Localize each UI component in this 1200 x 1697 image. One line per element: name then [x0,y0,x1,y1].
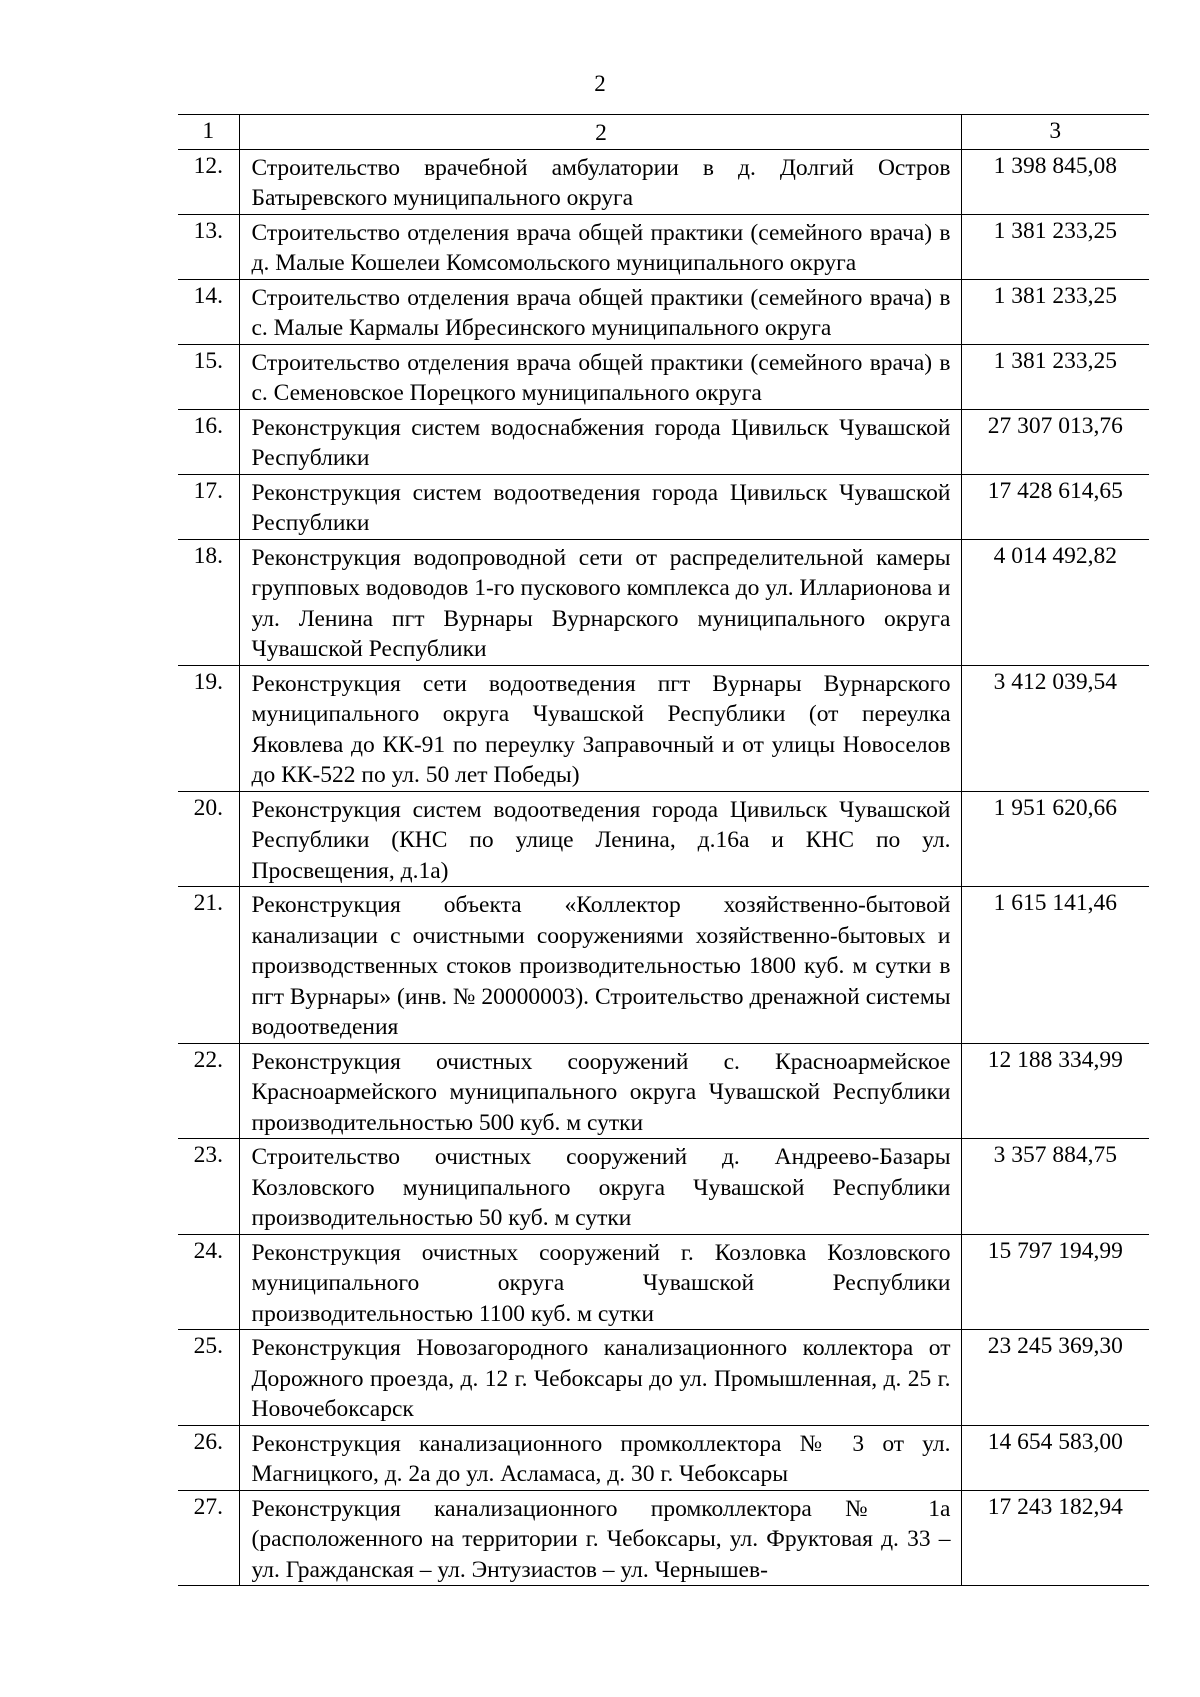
row-number: 17. [178,474,239,539]
row-amount: 1 381 233,25 [961,344,1149,409]
header-col-1: 1 [178,115,239,150]
page-number: 2 [594,71,606,96]
row-amount: 17 428 614,65 [961,474,1149,539]
table-body [178,149,1149,1586]
table-row [178,791,1149,887]
table-row [178,409,1149,474]
row-number: 15. [178,344,239,409]
row-description: Реконструкция Новозагородного канализационного коллектора от Дорожного проезда, д. 12 г. Чебоксары до ул. Промышленная, д. 25 г. Новочебоксарск [239,1330,961,1426]
table-row [178,474,1149,539]
row-description: Реконструкция очистных сооружений г. Козловка Козловского муниципального округа Чувашской Республики производительностью 1100 куб. м сутки [239,1234,961,1330]
row-amount: 15 797 194,99 [961,1234,1149,1330]
row-description: Строительство отделения врача общей практики (семейного врача) в д. Малые Кошелеи Комсомольского муниципального округа [239,214,961,279]
row-number: 23. [178,1139,239,1235]
table-row [178,344,1149,409]
header-col-2: 2 [239,115,961,150]
row-amount: 3 357 884,75 [961,1139,1149,1235]
row-amount: 17 243 182,94 [961,1490,1149,1586]
row-number: 19. [178,665,239,791]
table-row [178,214,1149,279]
row-number: 14. [178,279,239,344]
row-description: Реконструкция очистных сооружений с. Красноармейское Красноармейского муниципального округа Чувашской Республики производительностью 500 куб. м сутки [239,1043,961,1139]
row-amount: 23 245 369,30 [961,1330,1149,1426]
row-amount: 1 381 233,25 [961,279,1149,344]
row-description: Строительство отделения врача общей практики (семейного врача) в с. Семеновское Порецкого муниципального округа [239,344,961,409]
row-number: 21. [178,887,239,1044]
table-row [178,665,1149,791]
table-row [178,539,1149,665]
table-row [178,1043,1149,1139]
row-description: Реконструкция систем водоотведения города Цивильск Чувашской Республики (КНС по улице Ленина, д.16а и КНС по ул. Просвещения, д.1а) [239,791,961,887]
row-number: 25. [178,1330,239,1426]
row-number: 26. [178,1425,239,1490]
row-description: Реконструкция сети водоотведения пгт Вурнары Вурнарского муниципального округа Чувашской Республики (от переулка Яковлева до КК-91 по переулку Заправочный и от улицы Новоселов до КК-522 по ул. 50 лет Победы) [239,665,961,791]
table-row [178,1490,1149,1586]
row-number: 16. [178,409,239,474]
row-amount: 1 381 233,25 [961,214,1149,279]
row-description: Строительство отделения врача общей практики (семейного врача) в с. Малые Кармалы Ибресинского муниципального округа [239,279,961,344]
row-description: Реконструкция канализационного промколлектора № 1а (расположенного на территории г. Чебоксары, ул. Фруктовая д. 33 – ул. Гражданская – ул. Энтузиастов – ул. Чернышев- [239,1490,961,1586]
table-header [178,115,1149,150]
table-row [178,1139,1149,1235]
row-amount: 1 615 141,46 [961,887,1149,1044]
row-amount: 12 188 334,99 [961,1043,1149,1139]
row-number: 27. [178,1490,239,1586]
row-amount: 1 951 620,66 [961,791,1149,887]
row-description: Строительство врачебной амбулатории в д. Долгий Остров Батыревского муниципального округа [239,149,961,214]
row-number: 13. [178,214,239,279]
table-row [178,1330,1149,1426]
row-description: Реконструкция систем водоотведения города Цивильск Чувашской Республики [239,474,961,539]
table-row [178,149,1149,214]
row-amount: 27 307 013,76 [961,409,1149,474]
row-amount: 1 398 845,08 [961,149,1149,214]
table-row [178,1425,1149,1490]
table-row [178,1234,1149,1330]
table-row [178,887,1149,1044]
row-description: Реконструкция систем водоснабжения города Цивильск Чувашской Республики [239,409,961,474]
row-description: Реконструкция канализационного промколлектора № 3 от ул. Магницкого, д. 2а до ул. Асламаса, д. 30 г. Чебоксары [239,1425,961,1490]
row-number: 20. [178,791,239,887]
header-col-3: 3 [961,115,1149,150]
row-description: Реконструкция объекта «Коллектор хозяйственно-бытовой канализации с очистными сооружениями хозяйственно-бытовых и производственных стоков производительностью 1800 куб. м сутки в пгт Вурнары» (инв. № 20000003). Строительство дренажной системы водоотведения [239,887,961,1044]
header-row [178,115,1149,150]
row-number: 22. [178,1043,239,1139]
row-number: 12. [178,149,239,214]
row-description: Реконструкция водопроводной сети от распределительной камеры групповых водоводов 1-го пускового комплекса до ул. Илларионова и ул. Ленина пгт Вурнары Вурнарского муниципального округа Чувашской Республики [239,539,961,665]
row-amount: 4 014 492,82 [961,539,1149,665]
row-amount: 3 412 039,54 [961,665,1149,791]
row-number: 18. [178,539,239,665]
projects-table [178,114,1149,1586]
table-row [178,279,1149,344]
row-amount: 14 654 583,00 [961,1425,1149,1490]
row-number: 24. [178,1234,239,1330]
row-description: Строительство очистных сооружений д. Андреево-Базары Козловского муниципального округа Чувашской Республики производительностью 50 куб. м сутки [239,1139,961,1235]
